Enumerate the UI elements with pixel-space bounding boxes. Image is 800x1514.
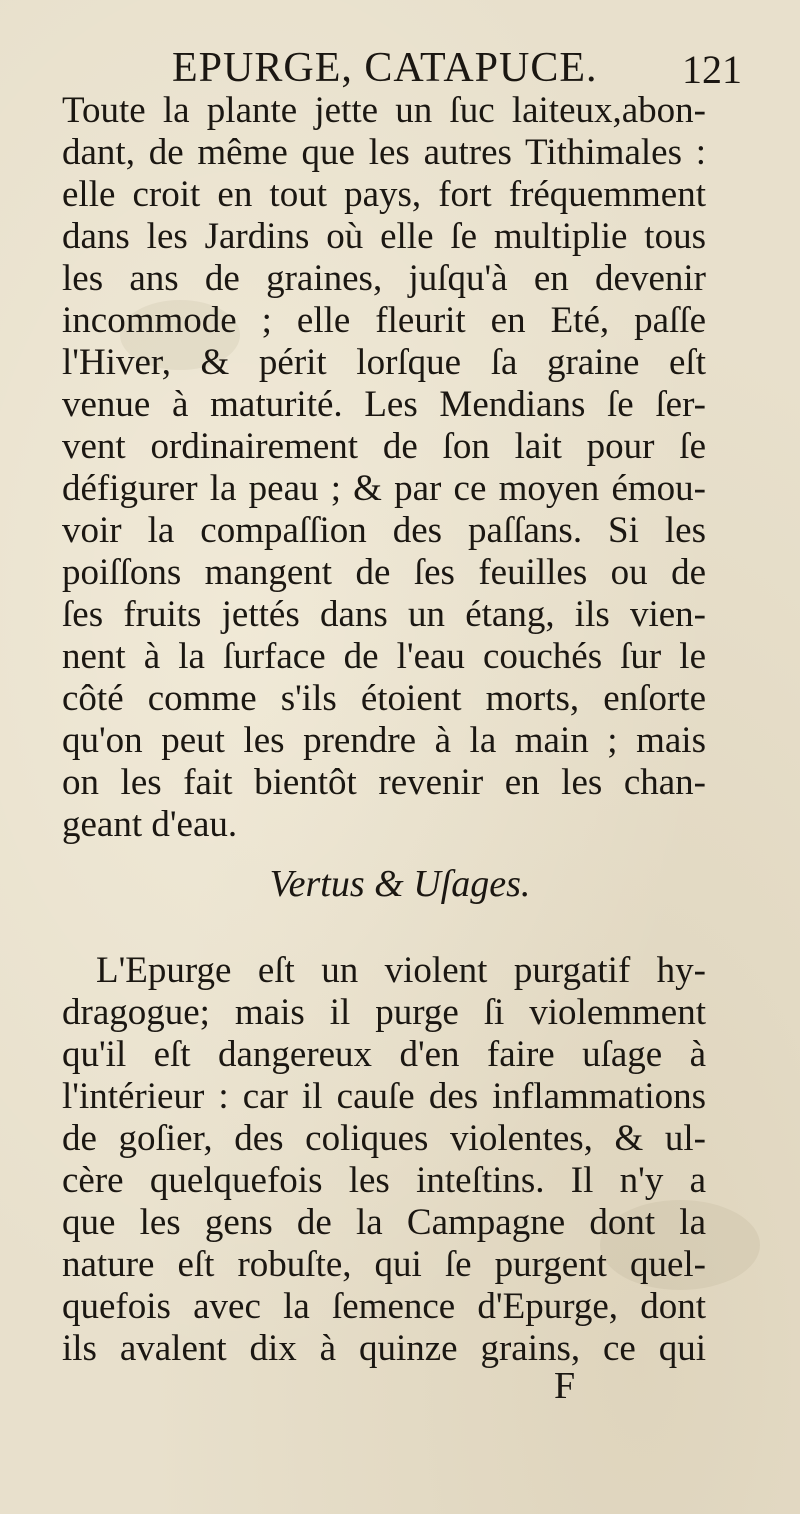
signature-mark: F xyxy=(554,1365,576,1407)
text-line: les ans de graines, juſqu'à en devenir xyxy=(62,258,706,299)
text-line: venue à maturité. Les Mendians ſe ſer- xyxy=(62,384,706,425)
page-number: 121 xyxy=(682,47,742,92)
running-title: EPURGE, CATAPUCE. xyxy=(172,45,598,91)
section-heading: Vertus & Uſages. xyxy=(269,863,531,905)
text-line: incommode ; elle fleurit en Eté, paſſe xyxy=(62,300,706,341)
text-line: de goſier, des coliques violentes, & ul- xyxy=(62,1118,706,1159)
text-line: poiſſons mangent de ſes feuilles ou de xyxy=(62,552,706,593)
text-line: l'intérieur : car il cauſe des inflammations xyxy=(62,1076,706,1117)
text-line: qu'on peut les prendre à la main ; mais xyxy=(62,720,706,761)
text-line: dant, de même que les autres Tithimales : xyxy=(62,132,706,173)
text-line: ils avalent dix à quinze grains, ce qui xyxy=(62,1328,706,1369)
text-line: vent ordinairement de ſon lait pour ſe xyxy=(62,426,706,467)
paragraph-plant-description xyxy=(62,90,706,846)
text-line: nature eſt robuſte, qui ſe purgent quel- xyxy=(62,1244,706,1285)
text-line: côté comme s'ils étoient morts, enſorte xyxy=(62,678,706,719)
text-line: elle croit en tout pays, fort fréquemment xyxy=(62,174,706,215)
text-line: cère quelquefois les inteſtins. Il n'y a xyxy=(62,1160,706,1201)
text-line: dragogue; mais il purge ſi violemment xyxy=(62,992,706,1033)
paragraph xyxy=(62,90,706,846)
paragraph-virtues-uses xyxy=(62,950,706,1370)
text-line: L'Epurge eſt un violent purgatif hy- xyxy=(96,950,706,991)
text-line: Toute la plante jette un ſuc laiteux,abon- xyxy=(62,90,706,131)
paragraph xyxy=(62,950,706,1370)
text-line: on les fait bientôt revenir en les chan- xyxy=(62,762,706,803)
text-line: ſes fruits jettés dans un étang, ils vien- xyxy=(62,594,706,635)
text-line: dans les Jardins où elle ſe multiplie tous xyxy=(62,216,706,257)
text-line: qu'il eſt dangereux d'en faire uſage à xyxy=(62,1034,706,1075)
text-line: défigurer la peau ; & par ce moyen émou- xyxy=(62,468,706,509)
text-line: voir la compaſſion des paſſans. Si les xyxy=(62,510,706,551)
text-line: l'Hiver, & périt lorſque ſa graine eſt xyxy=(62,342,706,383)
text-line: nent à la ſurface de l'eau couchés ſur le xyxy=(62,636,706,677)
text-line: que les gens de la Campagne dont la xyxy=(62,1202,706,1243)
text-line: geant d'eau. xyxy=(62,804,238,845)
text-line: quefois avec la ſemence d'Epurge, dont xyxy=(62,1286,706,1327)
